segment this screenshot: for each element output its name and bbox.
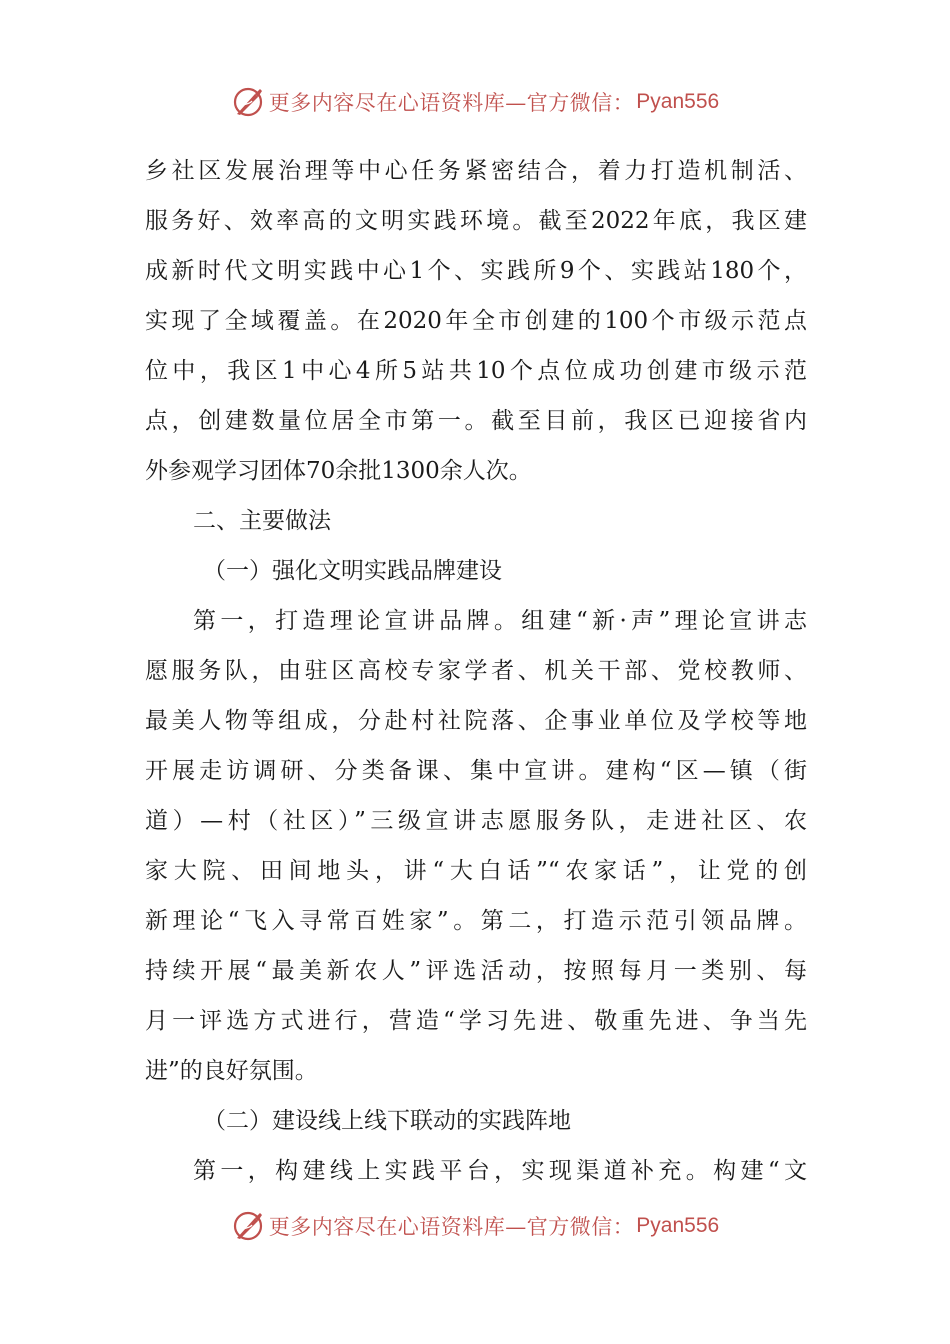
pen-logo-icon	[231, 1209, 265, 1243]
document-body	[145, 150, 807, 1200]
subsection-heading: （一）强化文明实践品牌建设	[203, 558, 502, 584]
wechat-id: Pyan556	[636, 1214, 720, 1237]
body-line: 月一评选方式进行，营造“学习先进、敬重先进、争当先	[145, 1008, 807, 1034]
body-line: 位中，我区1中心4所5站共10个点位成功创建市级示范	[145, 358, 807, 384]
body-line: 点，创建数量位居全市第一。截至目前，我区已迎接省内	[145, 408, 807, 434]
watermark-banner-bottom	[0, 1206, 950, 1246]
body-line: 第一，构建线上实践平台，实现渠道补充。构建“文	[193, 1158, 807, 1184]
watermark-banner-top	[0, 82, 950, 122]
pen-logo-icon	[231, 85, 265, 119]
section-heading: 二、主要做法	[193, 508, 331, 534]
body-line: 乡社区发展治理等中心任务紧密结合，着力打造机制活、	[145, 158, 807, 184]
body-line: 开展走访调研、分类备课、集中宣讲。建构“区—镇（街	[145, 758, 807, 784]
body-line: 愿服务队，由驻区高校专家学者、机关干部、党校教师、	[145, 658, 807, 684]
body-line: 进”的良好氛围。	[145, 1058, 318, 1084]
body-line: 持续开展“最美新农人”评选活动，按照每月一类别、每	[145, 958, 807, 984]
body-line: 最美人物等组成，分赴村社院落、企事业单位及学校等地	[145, 708, 807, 734]
body-line: 家大院、田间地头，讲“大白话”“农家话”，让党的创	[145, 858, 807, 884]
watermark-text: 更多内容尽在心语资料库—官方微信：	[268, 91, 635, 115]
body-line: 外参观学习团体70余批1300余人次。	[145, 458, 532, 484]
subsection-heading: （二）建设线上线下联动的实践阵地	[203, 1108, 571, 1134]
body-line: 服务好、效率高的文明实践环境。截至2022年底，我区建	[145, 208, 807, 234]
body-line: 第一，打造理论宣讲品牌。组建“新·声”理论宣讲志	[193, 608, 807, 634]
body-line: 成新时代文明实践中心1个、实践所9个、实践站180个，	[145, 258, 807, 284]
watermark-text: 更多内容尽在心语资料库—官方微信：	[268, 1215, 635, 1239]
body-line: 实现了全域覆盖。在2020年全市创建的100个市级示范点	[145, 308, 807, 334]
wechat-id: Pyan556	[636, 90, 720, 113]
body-line: 新理论“飞入寻常百姓家”。第二，打造示范引领品牌。	[145, 908, 807, 934]
body-line: 道）—村（社区）”三级宣讲志愿服务队，走进社区、农	[145, 808, 807, 834]
